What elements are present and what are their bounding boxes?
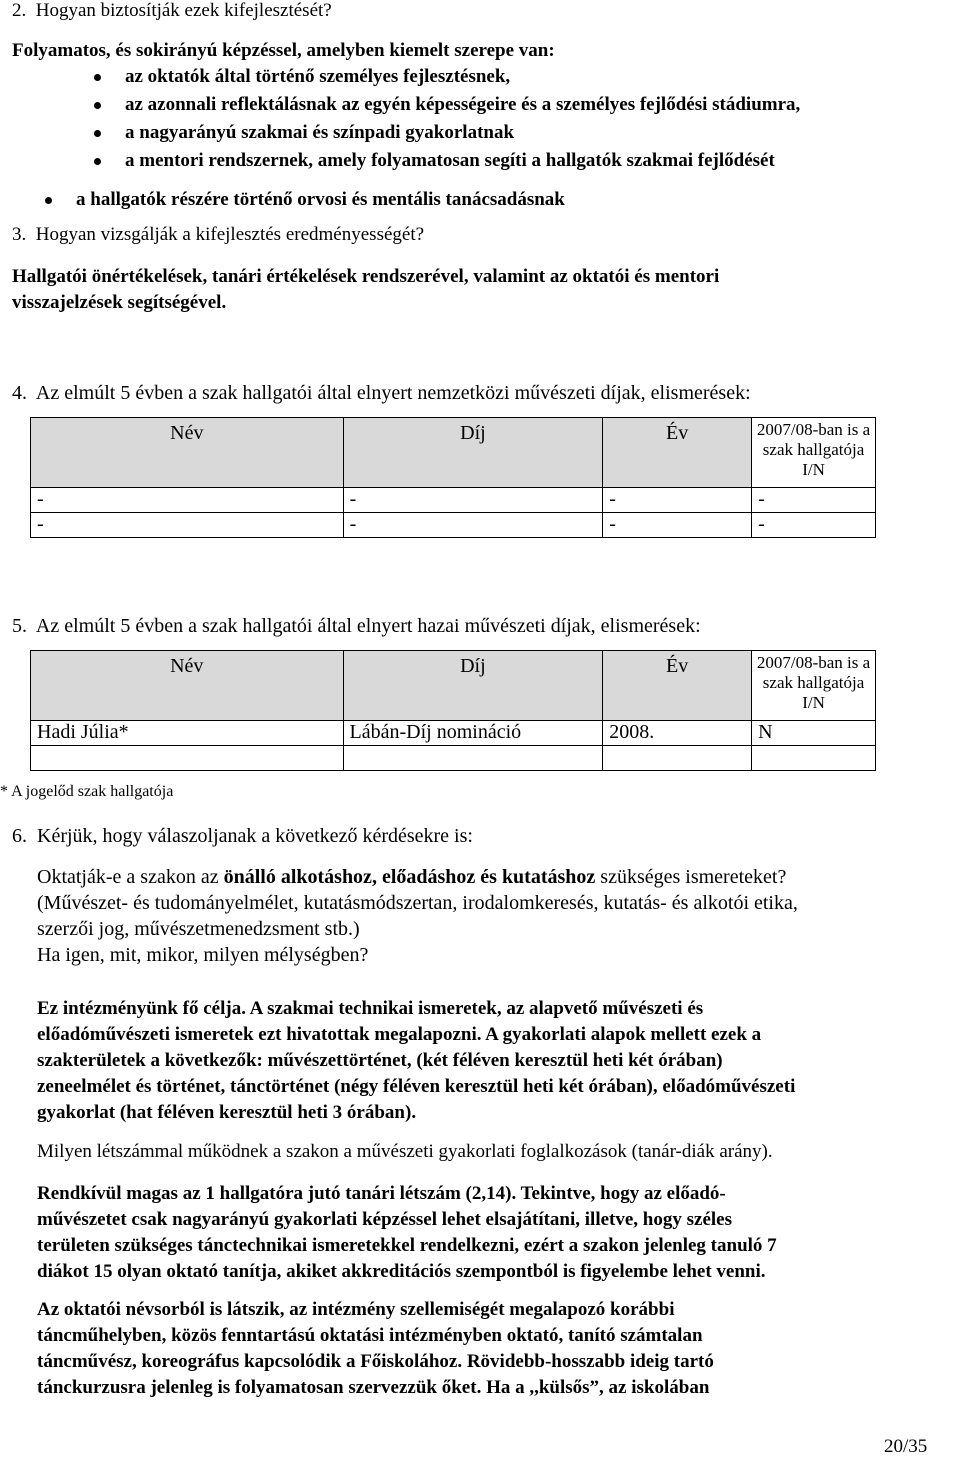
bullet-icon (94, 102, 101, 109)
q3-heading: 3. Hogyan vizsgálják a kifejlesztés eredményességét? (12, 224, 425, 245)
table-row: - - - - (31, 513, 876, 538)
q2-heading: 2. Hogyan biztosítják ezek kifejlesztését? (12, 0, 332, 21)
q2-bullet: az azonnali reflektálásnak az egyén képességeire és a személyes fejlődési stádiumra, (125, 94, 801, 115)
table-header-row (31, 651, 876, 721)
bullet-icon (45, 197, 52, 204)
q6-question-2: Milyen létszámmal működnek a szakon a művészeti gyakorlati foglalkozások (tanár-diák arány). (37, 1141, 773, 1162)
table-row (31, 746, 876, 771)
q2-bullet: a mentori rendszernek, amely folyamatosan segíti a hallgatók szakmai fejlődését (125, 150, 775, 171)
q6-answer-2: Rendkívül magas az 1 hallgatóra jutó tanári létszám (2,14). Tekintve, hogy az előadó- művészetet csak nagyarányú gyakorlati képzéssel lehet elsajátítani, illetve, hogy széles területen szükséges tánctechnikai ismeretekkel rendelkezni, ezért a szakon jelenleg tanuló 7 diákot 15 olyan oktató tanítja, akiket akkreditációs szempontból is figyelembe lehet venni. (37, 1183, 777, 1282)
header-name: Név (31, 651, 344, 721)
footnote: * A jogelőd szak hallgatója (0, 783, 174, 800)
table-header-row (31, 418, 876, 488)
page-number: 20/35 (884, 1436, 928, 1457)
bullet-icon (94, 158, 101, 165)
q2-intro: Folyamatos, és sokirányú képzéssel, amelyben kiemelt szerepe van: (12, 40, 555, 61)
q2-bullet: az oktatók által történő személyes fejlesztésnek, (125, 66, 511, 87)
q5-heading: 5. Az elmúlt 5 évben a szak hallgatói által elnyert hazai művészeti díjak, elismerések: (12, 615, 701, 637)
header-year: Év (603, 651, 752, 721)
q3-answer-line: Hallgatói önértékelések, tanári értékelések rendszerével, valamint az oktatói és mentori (12, 266, 720, 287)
q6-answer-3: Az oktatói névsorból is látszik, az intézmény szellemiségét megalapozó korábbi táncműhelyben, közös fenntartású oktatási intézményben oktató, tanító számtalan táncművész, koreográfus kapcsolódik a Főiskolához. Rövidebb-hosszabb ideig tartó tánckurzusra jelenleg is folyamatosan szervezzük őket. Ha a ,,külsős”, az iskolában (37, 1299, 714, 1398)
domestic-awards-table (30, 650, 876, 771)
header-current-student: 2007/08-ban is a szak hallgatója I/N (752, 651, 876, 721)
bullet-icon (94, 130, 101, 137)
q6-heading: 6. Kérjük, hogy válaszoljanak a következő kérdésekre is: (12, 825, 473, 847)
q2-bullet: a hallgatók részére történő orvosi és mentális tanácsadásnak (76, 189, 565, 210)
q6-answer-1: Ez intézményünk fő célja. A szakmai technikai ismeretek, az alapvető művészeti és előadóművészeti ismeretek ezt hivatottak megalapozni. A gyakorlati alapok mellett ezek a szakterületek a következők: művészettörténet, (két féléven keresztül heti két órában) zeneelmélet és történet, tánctörténet (négy féléven keresztül heti két órában), előadóművészeti gyakorlat (hat féléven keresztül heti 3 órában). (37, 998, 796, 1123)
header-award: Díj (343, 651, 603, 721)
table-row: Hadi Júlia* Lábán-Díj nomináció 2008. N (31, 721, 876, 746)
table-row: - - - - (31, 488, 876, 513)
header-name: Név (31, 418, 344, 488)
header-current-student: 2007/08-ban is a szak hallgatója I/N (752, 418, 876, 488)
q2-bullet: a nagyarányú szakmai és színpadi gyakorlatnak (125, 122, 515, 143)
q6-question-1: Oktatják-e a szakon az önálló alkotáshoz, előadáshoz és kutatáshoz szükséges ismereteket? (Művészet- és tudományelmélet, kutatásmódszertan, irodalomkeresés, kutatás- és alkotói etika, szerzői jog, művészetmenedzsment stb.) Ha igen, mit, mikor, milyen mélységben? (37, 866, 798, 966)
international-awards-table (30, 417, 876, 538)
header-award: Díj (343, 418, 603, 488)
q3-answer-line: visszajelzések segítségével. (12, 292, 227, 313)
bullet-icon (94, 74, 101, 81)
q4-heading: 4. Az elmúlt 5 évben a szak hallgatói által elnyert nemzetközi művészeti díjak, elismerések: (12, 382, 751, 404)
header-year: Év (603, 418, 752, 488)
